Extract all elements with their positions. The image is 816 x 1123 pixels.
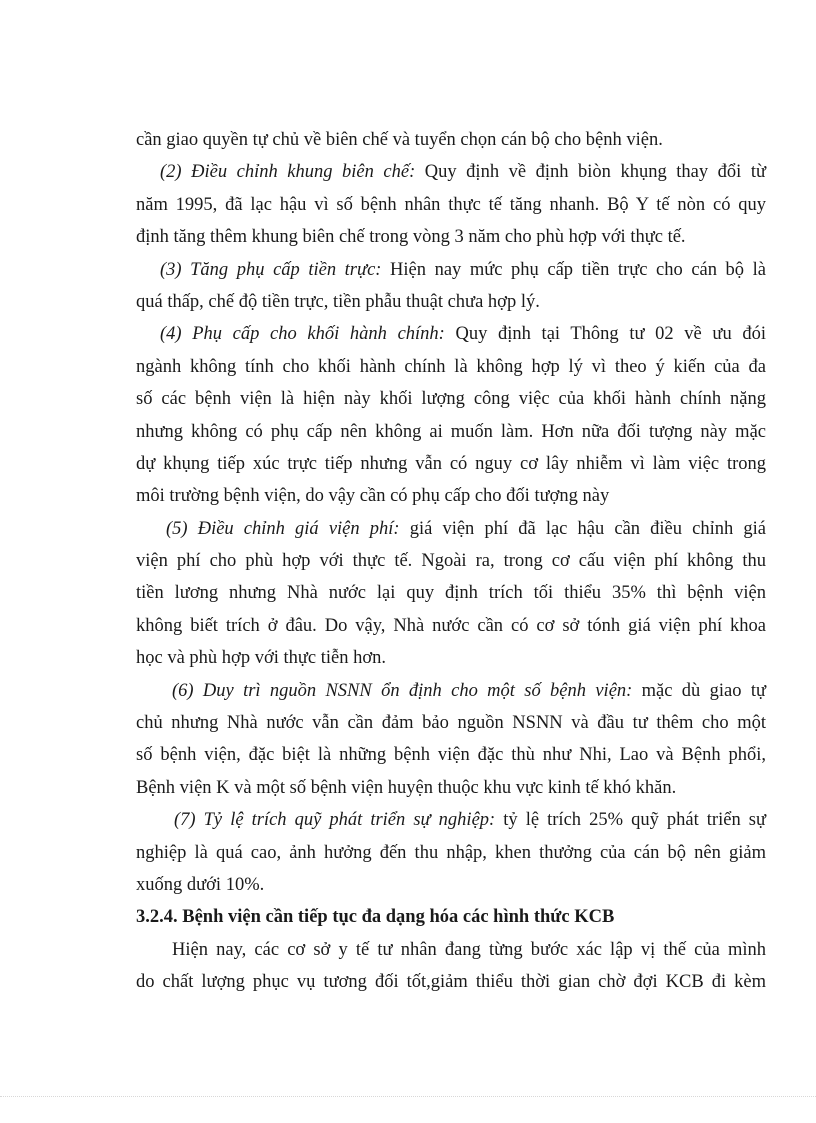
text-run: không biết trích ở đâu. Do vậy, Nhà nước cần có cơ sở tónh giá viện phí khoa xyxy=(136,615,766,636)
text-line xyxy=(136,156,766,188)
text-line xyxy=(136,577,766,609)
text-line xyxy=(136,739,766,771)
text-run: ngành không tính cho khối hành chính là không hợp lý vì theo ý kiến của đa xyxy=(136,356,766,377)
text-line xyxy=(136,254,766,286)
italic-lead-phrase: (4) Phụ cấp cho khối hành chính: xyxy=(160,324,445,345)
text-line xyxy=(136,480,766,512)
text-run: xuống dưới 10%. xyxy=(136,874,265,895)
text-run: giá viện phí đã lạc hậu cần điều chỉnh giá xyxy=(399,518,766,539)
text-line xyxy=(136,189,766,221)
text-run: mặc dù giao tự xyxy=(632,680,767,701)
text-line xyxy=(136,707,766,739)
text-run: số các bệnh viện là hiện này khối lượng công việc của khối hành chính nặng xyxy=(136,389,766,410)
document-body xyxy=(136,124,766,999)
text-line xyxy=(136,513,766,545)
text-line xyxy=(136,383,766,415)
text-run: viện phí cho phù hợp với thực tế. Ngoài ra, trong cơ cấu viện phí không thu xyxy=(136,551,766,572)
text-run: năm 1995, đã lạc hậu vì số bệnh nhân thực tế tăng nhanh. Bộ Y tế nòn có quy xyxy=(136,194,766,215)
text-line xyxy=(136,221,766,253)
text-line xyxy=(136,772,766,804)
text-run: số bệnh viện, đặc biệt là những bệnh viện đặc thù như Nhi, Lao và Bệnh phổi, xyxy=(136,745,766,766)
text-line xyxy=(136,804,766,836)
italic-lead-phrase: (6) Duy trì nguồn NSNN ổn định cho một số bệnh viện: xyxy=(172,680,633,701)
text-line xyxy=(136,610,766,642)
text-run: dự khụng tiếp xúc trực tiếp nhưng vẫn có nguy cơ lây nhiễm vì làm việc trong xyxy=(136,453,766,474)
text-line xyxy=(136,286,766,318)
text-line xyxy=(136,448,766,480)
text-run: nhưng không có phụ cấp nên không ai muốn làm. Hơn nữa đối tượng này mặc xyxy=(136,421,766,442)
text-line xyxy=(136,351,766,383)
italic-lead-phrase: (5) Điều chỉnh giá viện phí: xyxy=(166,518,400,539)
text-line xyxy=(136,124,766,156)
text-run: tiền lương nhưng Nhà nước lại quy định trích tối thiểu 35% thì bệnh viện xyxy=(136,583,766,604)
text-run: định tăng thêm khung biên chế trong vòng 3 năm cho phù hợp với thực tế. xyxy=(136,227,686,248)
text-line xyxy=(136,416,766,448)
text-run: Quy định về định biòn khụng thay đổi từ xyxy=(415,162,766,183)
text-line xyxy=(136,545,766,577)
text-line xyxy=(136,934,766,966)
text-line xyxy=(136,837,766,869)
text-line xyxy=(136,966,766,998)
text-run: Quy định tại Thông tư 02 về ưu đói xyxy=(444,324,766,345)
text-run: tỷ lệ trích 25% quỹ phát triển sự xyxy=(495,810,766,831)
text-run: quá thấp, chế độ tiền trực, tiền phẫu thuật chưa hợp lý. xyxy=(136,291,540,312)
italic-lead-phrase: (3) Tăng phụ cấp tiền trực: xyxy=(160,259,382,280)
italic-lead-phrase: (7) Tỷ lệ trích quỹ phát triển sự nghiệp: xyxy=(174,810,496,831)
text-run: cần giao quyền tự chủ về biên chế và tuyển chọn cán bộ cho bệnh viện. xyxy=(136,130,663,150)
text-line xyxy=(136,642,766,674)
text-line xyxy=(136,318,766,350)
text-run: 3.2.4. Bệnh viện cần tiếp tục đa dạng hóa các hình thức KCB xyxy=(136,907,615,928)
text-run: do chất lượng phục vụ tương đối tốt,giảm thiểu thời gian chờ đợi KCB đi kèm xyxy=(136,972,766,993)
text-run: Hiện nay, các cơ sở y tế tư nhân đang từng bước xác lập vị thế của mình xyxy=(172,939,766,960)
text-line xyxy=(136,675,766,707)
text-run: nghiệp là quá cao, ảnh hưởng đến thu nhập, khen thưởng của cán bộ nên giảm xyxy=(136,842,766,863)
section-heading xyxy=(136,901,766,933)
page-bottom-divider xyxy=(0,1096,816,1097)
italic-lead-phrase: (2) Điều chỉnh khung biên chế: xyxy=(160,162,416,183)
text-run: Hiện nay mức phụ cấp tiền trực cho cán bộ là xyxy=(381,259,766,280)
text-run: Bệnh viện K và một số bệnh viện huyện thuộc khu vực kinh tế khó khăn. xyxy=(136,777,677,798)
text-run: chủ nhưng Nhà nước vẫn cần đảm bảo nguồn NSNN và đầu tư thêm cho một xyxy=(136,713,766,734)
text-run: môi trường bệnh viện, do vậy cần có phụ cấp cho đối tượng này xyxy=(136,486,610,507)
text-line xyxy=(136,869,766,901)
text-run: học và phù hợp với thực tiễn hơn. xyxy=(136,648,387,669)
